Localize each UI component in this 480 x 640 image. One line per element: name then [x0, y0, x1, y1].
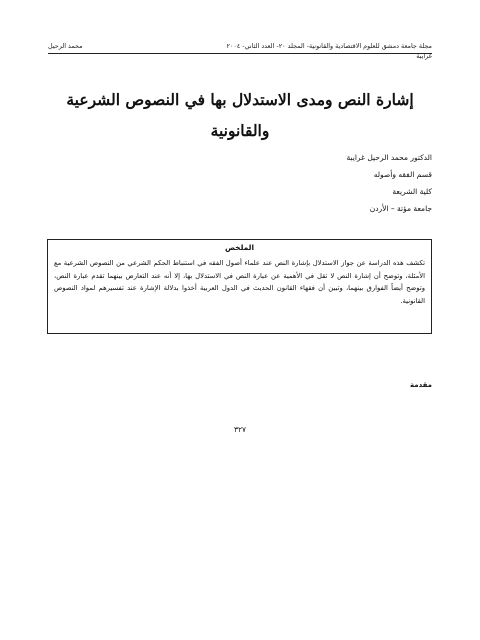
- page-number: ٣٢٧: [233, 425, 247, 434]
- author-university: جامعة مؤتة – الأردن: [369, 204, 432, 213]
- paper-title: إشارة النص ومدى الاستدلال بها في النصوص الشرعية والقانونية: [66, 90, 414, 140]
- header-journal: مجلة جامعة دمشق للعلوم الاقتصادية والقانونية- المجلد ٢٠- العدد الثاني- ٢٠٠٤: [226, 42, 432, 50]
- abstract-heading: الملخص: [224, 243, 255, 252]
- header-journal-info: [132, 41, 432, 61]
- abstract-body: تكشف هذه الدراسة عن جواز الاستدلال بإشارة النص عند علماء أصول الفقه في استنباط الحكم الشرعي من النصوص الشرعية مع الأمثلة، وتوضح أن إشارة النص لا تقل في الأهمية عن عبارة النص في الاستدلال بها، إلا أنه عند التعارض بينهما تقدم عبارة النص، وتوضح أيضاً الفوارق بينهما، وتبين أن فقهاء القانون الحديث في الدول العربية أخذوا بدلالة الإشارة عند تفسيرهم لمواد النصوص القانونية.: [54, 259, 425, 305]
- author-name: الدكتور محمد الرحيل غرايبة: [346, 153, 432, 162]
- abstract-box: [47, 239, 432, 334]
- author-block: [232, 149, 432, 217]
- section-heading-introduction: مقدمة: [410, 381, 432, 389]
- header-author-surname: غرايبة: [416, 52, 432, 60]
- author-department: قسم الفقه وأصوله: [373, 170, 432, 179]
- header-author-name: محمد الرحيل: [48, 42, 83, 50]
- author-faculty: كلية الشريعة: [392, 187, 432, 196]
- header-rule: [48, 53, 432, 54]
